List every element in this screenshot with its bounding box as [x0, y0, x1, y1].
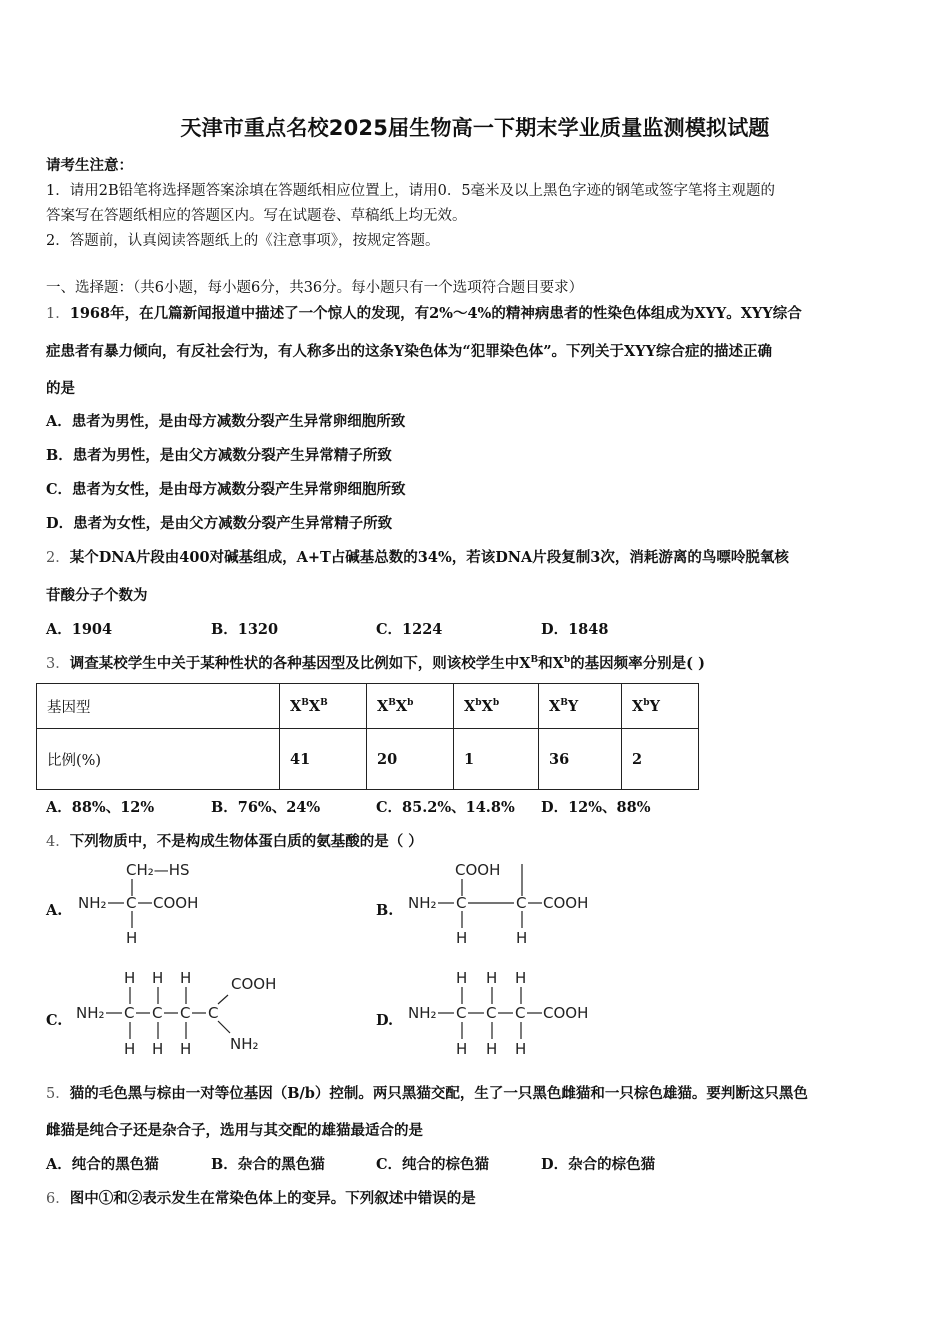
question-5-option-b: B．杂合的黑色猫	[211, 1156, 325, 1173]
question-1-stem	[46, 302, 802, 323]
structure-c-nh2-bottom: NH₂	[230, 1035, 259, 1053]
notice-line-2: 答案写在答题纸相应的答题区内。写在试题卷、草稿纸上均无效。	[46, 208, 467, 224]
genotype-header: $X^BX^b$	[367, 684, 454, 729]
structure-a-diagram	[70, 852, 220, 952]
structure-c-cooh: COOH	[231, 975, 277, 993]
question-3-stem-part-3: 的基因频率分别是( )	[570, 655, 705, 672]
structure-c-nh2: NH₂	[76, 1004, 105, 1022]
question-3-sup-1: B	[530, 655, 539, 666]
question-4-stem-text: 下列物质中，不是构成生物体蛋白质的氨基酸的是（ ）	[69, 833, 423, 850]
structure-d-carbon-1: C	[456, 1004, 467, 1022]
structure-c-h-top-2: H	[152, 969, 164, 987]
question-5-option-d: D．杂合的棕色猫	[541, 1156, 656, 1173]
ratio-cell: 1	[454, 729, 539, 790]
notice-line-1: 1．请用2B铅笔将选择题答案涂填在答题纸相应位置上，请用0．5毫米及以上黑色字迹的钢笔或签字笔将主观题的	[46, 183, 776, 199]
question-1-line-3: 的是	[46, 380, 75, 397]
structure-b-h-1: H	[456, 929, 468, 947]
structure-c-h-bottom-2: H	[152, 1040, 164, 1058]
question-2-option-a: A．1904	[46, 621, 113, 638]
question-1-line-2: 症患者有暴力倾向，有反社会行为，有人称多出的这条Y染色体为“犯罪染色体”。下列关于XYY综合症的描述正确	[46, 343, 772, 360]
structure-d-h-top-3: H	[515, 969, 527, 987]
structure-c-carbon-4: C	[208, 1004, 219, 1022]
question-4-option-a: A.	[46, 902, 63, 919]
structure-b-diagram	[400, 852, 600, 952]
structure-c-diagram	[70, 965, 290, 1065]
question-5-option-c: C．纯合的棕色猫	[376, 1156, 490, 1173]
question-6-stem	[46, 1187, 476, 1208]
structure-b-top-cooh: COOH	[455, 861, 501, 879]
question-3-option-d: D．12%、88%	[541, 799, 651, 816]
structure-b-carbon-1: C	[456, 894, 467, 912]
structure-b-nh2: NH₂	[408, 894, 437, 912]
question-2-stem	[46, 546, 789, 567]
ratio-cell: 41	[280, 729, 367, 790]
structure-b-h-2: H	[516, 929, 528, 947]
question-1-line-1: 1968年，在几篇新闻报道中描述了一个惊人的发现，有2%～4%的精神病患者的性染色体组成为XYY。XYY综合	[69, 305, 802, 322]
question-2-option-b: B．1320	[211, 621, 279, 638]
question-1-option-c: C．患者为女性，是由母方减数分裂产生异常卵细胞所致	[46, 481, 406, 498]
question-5-stem	[46, 1082, 808, 1103]
question-4-option-b: B.	[376, 902, 394, 919]
table-row-label-ratio: 比例(%)	[37, 729, 280, 790]
question-1-option-a: A．患者为男性，是由母方减数分裂产生异常卵细胞所致	[46, 413, 406, 430]
ratio-cell: 20	[367, 729, 454, 790]
question-4-stem	[46, 830, 423, 851]
notice-heading: 请考生注意：	[46, 157, 133, 174]
question-3-stem-part-1: 调查某校学生中关于某种性状的各种基因型及比例如下，则该校学生中X	[69, 655, 531, 672]
structure-b-carbon-2: C	[516, 894, 527, 912]
question-1-number: 1．	[46, 306, 70, 322]
question-2-option-c: C．1224	[376, 621, 443, 638]
question-3-option-b: B．76%、24%	[211, 799, 321, 816]
question-1-option-d: D．患者为女性，是由父方减数分裂产生异常精子所致	[46, 515, 393, 532]
structure-d-h-bottom-3: H	[515, 1040, 527, 1058]
question-5-line-1: 猫的毛色黑与棕由一对等位基因（B/b）控制。两只黑猫交配，生了一只黑色雌猫和一只棕色雄猫。要判断这只黑色	[69, 1085, 808, 1102]
notice-line-3: 2．答题前，认真阅读答题纸上的《注意事项》，按规定答题。	[46, 233, 440, 249]
genotype-header: $X^BY$	[539, 684, 622, 729]
genotype-table	[36, 683, 699, 790]
page-title: 天津市重点名校2025届生物高一下期末学业质量监测模拟试题	[180, 116, 770, 140]
structure-c-carbon-2: C	[152, 1004, 163, 1022]
structure-d-h-top-2: H	[486, 969, 498, 987]
question-2-number: 2．	[46, 550, 70, 566]
structure-b-cooh: COOH	[543, 894, 589, 912]
question-4-option-c: C.	[46, 1012, 63, 1029]
question-4-option-d: D.	[376, 1012, 394, 1029]
section-heading: 一、选择题：（共6小题，每小题6分，共36分。每小题只有一个选项符合题目要求）	[46, 280, 584, 296]
structure-c-h-top-3: H	[180, 969, 192, 987]
table-row-label-genotype: 基因型	[37, 684, 280, 729]
structure-d-h-top-1: H	[456, 969, 468, 987]
structure-d-cooh: COOH	[543, 1004, 589, 1022]
structure-a-r-group: CH₂—HS	[126, 861, 190, 879]
structure-c-carbon-3: C	[180, 1004, 191, 1022]
question-2-line-1: 某个DNA片段由400对碱基组成，A+T占碱基总数的34%，若该DNA片段复制3次，消耗游离的鸟嘌呤脱氧核	[69, 549, 789, 566]
question-1-option-b: B．患者为男性，是由父方减数分裂产生异常精子所致	[46, 447, 392, 464]
question-3-stem	[46, 652, 705, 673]
question-6-number: 6．	[46, 1191, 70, 1207]
question-2-option-d: D．1848	[541, 621, 609, 638]
question-5-line-2: 雌猫是纯合子还是杂合子，选用与其交配的雄猫最适合的是	[46, 1122, 423, 1139]
ratio-cell: 2	[622, 729, 699, 790]
structure-c-carbon-1: C	[124, 1004, 135, 1022]
structure-d-nh2: NH₂	[408, 1004, 437, 1022]
question-3-sup-2: b	[563, 655, 571, 666]
genotype-header: $X^bX^b$	[454, 684, 539, 729]
structure-d-h-bottom-2: H	[486, 1040, 498, 1058]
structure-d-carbon-3: C	[515, 1004, 526, 1022]
table-row-genotype	[37, 684, 699, 729]
structure-c-h-bottom-3: H	[180, 1040, 192, 1058]
question-6-stem-text: 图中①和②表示发生在常染色体上的变异。下列叙述中错误的是	[69, 1190, 476, 1207]
structure-a-carbon: C	[126, 894, 137, 912]
structure-a-cooh: COOH	[153, 894, 199, 912]
genotype-header: $X^bY$	[622, 684, 699, 729]
structure-d-diagram	[400, 965, 610, 1065]
table-row-ratio	[37, 729, 699, 790]
question-3-number: 3．	[46, 656, 70, 672]
question-2-line-2: 苷酸分子个数为	[46, 587, 148, 604]
ratio-cell: 36	[539, 729, 622, 790]
question-3-option-c: C．85.2%、14.8%	[376, 799, 515, 816]
question-5-number: 5．	[46, 1086, 70, 1102]
question-4-number: 4．	[46, 834, 70, 850]
structure-c-h-bottom-1: H	[124, 1040, 136, 1058]
structure-a-nh2: NH₂	[78, 894, 107, 912]
genotype-header: $X^BX^B$	[280, 684, 367, 729]
question-3-stem-part-2: 和X	[538, 655, 564, 672]
question-3-option-a: A．88%、12%	[46, 799, 155, 816]
question-5-option-a: A．纯合的黑色猫	[46, 1156, 159, 1173]
structure-c-h-top-1: H	[124, 969, 136, 987]
structure-d-h-bottom-1: H	[456, 1040, 468, 1058]
structure-a-h: H	[126, 929, 138, 947]
structure-d-carbon-2: C	[486, 1004, 497, 1022]
